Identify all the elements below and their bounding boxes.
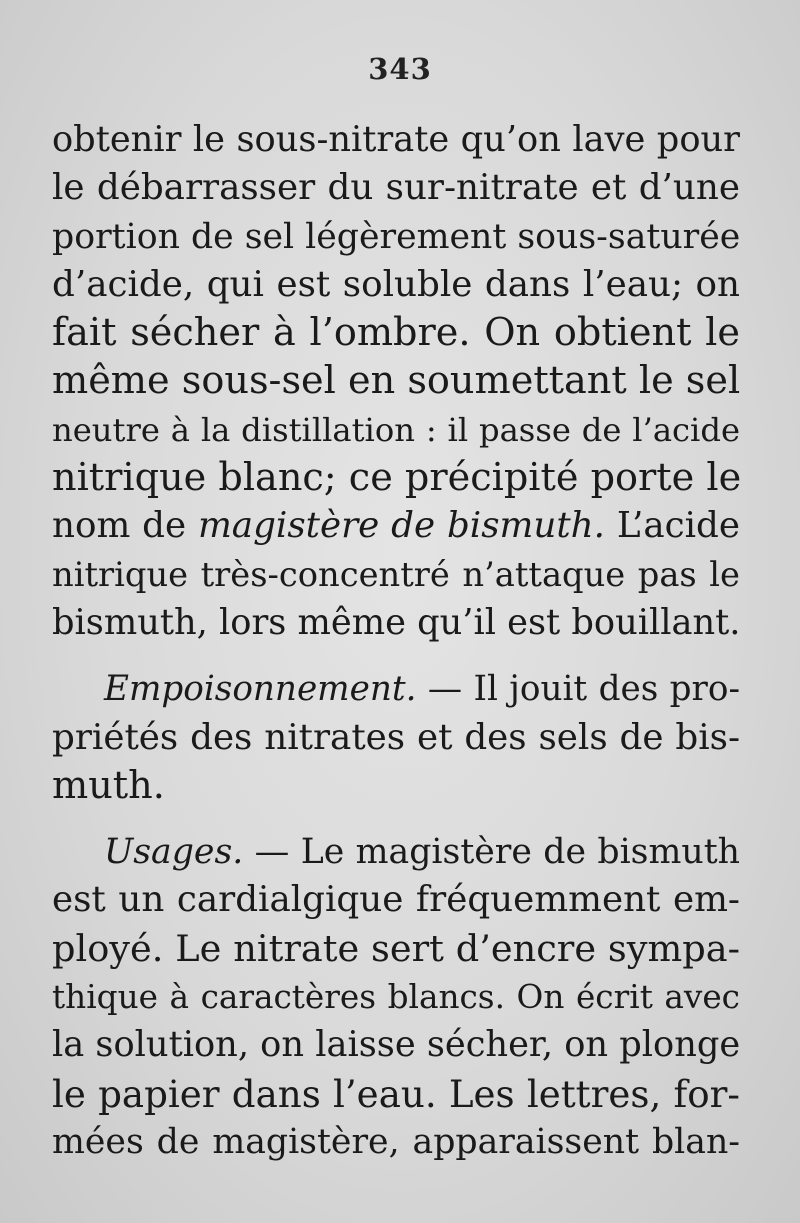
page-number: 343 [368,52,432,86]
text-line: le débarrasser du sur-nitrate et d’une [52,167,740,209]
paragraph-usages [52,828,740,1166]
paragraph-gap [52,647,740,665]
text-line: d’acide, qui est soluble dans l’eau; on [52,263,740,305]
paragraph-continuation [52,116,740,647]
text-line [52,502,740,550]
section-heading-usages: Usages. [104,832,244,873]
text-line-start: nom de [52,505,198,547]
text-line: nitrique très-concentré n’attaque pas le [52,554,740,594]
text-line: bismuth, lors même qu’il est bouillant. [52,601,741,643]
paragraph-gap [52,810,740,828]
text-line: fait sécher à l’ombre. On obtient le [52,311,740,356]
text-line: la solution, on laisse sécher, on plonge [52,1024,741,1066]
italic-term-magistere: magistère de bismuth. [197,505,606,547]
text-line: portion de sel légèrement sous-saturée [52,216,741,257]
paragraph-empoisonnement [52,665,740,810]
text-line: muth. [52,763,165,808]
text-line: nitrique blanc; ce précipité porte le [52,456,742,501]
text-line: ployé. Le nitrate sert d’encre sympa- [52,926,740,970]
text-line: le papier dans l’eau. Les lettres, for- [52,1071,740,1116]
text-line [52,665,740,713]
text-line: est un cardialgique fréquemment em- [52,879,740,921]
text-line: même sous-sel en soumettant le sel [52,359,741,404]
text-line: mées de magistère, apparaissent blan- [52,1121,740,1162]
text-line-end: — Le magistère de bismuth [243,832,740,873]
text-line [52,828,740,876]
text-line: neutre à la distillation : il passe de l’acide [52,410,740,449]
text-line: obtenir le sous-nitrate qu’on lave pour [52,119,740,160]
text-line: priétés des nitrates et des sels de bis- [52,716,740,758]
section-heading-empoisonnement: Empoisonnement. [104,669,417,710]
text-line: thique à caractères blancs. On écrit avec [52,978,740,1017]
text-line-end: L’acide [605,505,740,547]
page-body-text [52,116,740,1166]
text-line-end: — Il jouit des pro- [416,669,740,710]
